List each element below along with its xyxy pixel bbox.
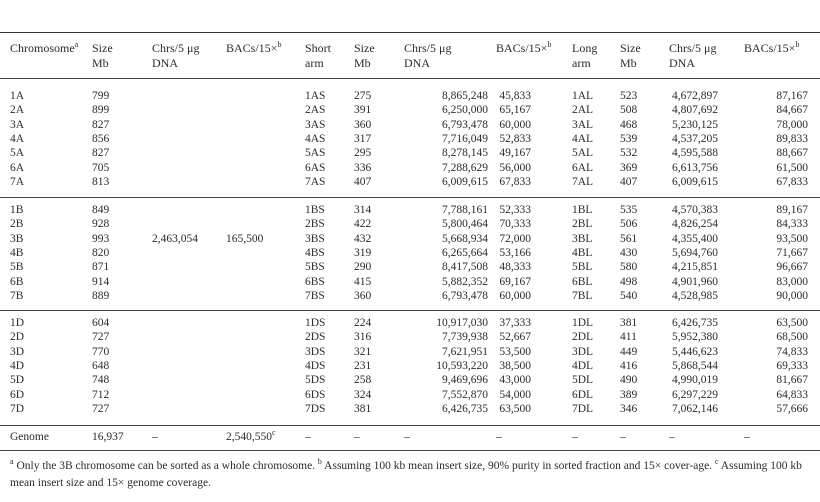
cell-short-size: 407 xyxy=(354,175,372,188)
header-short-chrs-line2: DNA xyxy=(404,56,430,70)
cell-short-chrs: 6,265,664 xyxy=(442,246,488,259)
cell-short-arm: 6AS xyxy=(305,161,326,174)
top-rule xyxy=(0,32,820,33)
cell-long-size: 411 xyxy=(620,331,637,344)
footnote-b-text: Assuming 100 kb mean insert size, 90% purity in sorted fraction and 15× cover-age. xyxy=(321,460,715,472)
cell-long-bacs: 88,667 xyxy=(776,147,808,160)
cell-long-arm: 1BL xyxy=(572,204,593,216)
cell-size: 770 xyxy=(92,345,110,358)
genome-long-chrs: – xyxy=(669,431,675,443)
cell-long-bacs: 64,833 xyxy=(776,388,808,401)
cell-short-arm: 7DS xyxy=(305,402,326,415)
cell-short-bacs: 63,500 xyxy=(499,402,531,415)
table-row xyxy=(0,247,820,259)
cell-long-size: 468 xyxy=(620,118,638,131)
genome-short-chrs: – xyxy=(404,431,410,443)
cell-short-bacs: 67,833 xyxy=(499,175,531,188)
header-short-size xyxy=(354,41,375,71)
cell-short-chrs: 7,716,049 xyxy=(442,132,488,145)
cell-short-bacs: 53,500 xyxy=(499,345,531,358)
genome-bacs xyxy=(226,428,276,443)
cell-size: 827 xyxy=(92,118,110,131)
cell-chromosome: 3B xyxy=(10,232,24,245)
header-long-chrs-line1: Chrs/5 μg xyxy=(669,41,717,55)
footnote-b-mark: b xyxy=(317,457,322,467)
cell-long-chrs: 4,901,960 xyxy=(672,275,718,288)
header-long-arm xyxy=(572,41,597,71)
header-short-arm xyxy=(305,41,331,71)
cell-size: 871 xyxy=(92,261,110,274)
cell-long-chrs: 5,952,380 xyxy=(672,331,718,344)
cell-short-size: 381 xyxy=(354,402,372,415)
cell-size: 648 xyxy=(92,359,110,372)
cell-short-arm: 6DS xyxy=(305,388,326,401)
cell-long-size: 369 xyxy=(620,161,638,174)
cell-short-chrs: 7,621,951 xyxy=(442,345,488,358)
cell-long-arm: 6BL xyxy=(572,275,593,288)
cell-short-chrs: 7,288,629 xyxy=(442,161,488,174)
cell-chromosome: 5A xyxy=(10,147,25,160)
cell-long-size: 523 xyxy=(620,90,638,102)
cell-short-chrs: 8,278,145 xyxy=(442,147,488,160)
table-row xyxy=(0,331,820,343)
cell-chromosome: 7D xyxy=(10,402,25,415)
cell-short-chrs: 9,469,696 xyxy=(442,374,488,387)
cell-short-size: 391 xyxy=(354,104,372,117)
header-long-line1: Long xyxy=(572,41,598,55)
cell-chromosome: 6B xyxy=(10,275,24,288)
cell-long-size: 490 xyxy=(620,374,638,387)
cell-short-bacs: 49,167 xyxy=(499,147,531,160)
cell-long-chrs: 4,595,588 xyxy=(672,147,718,160)
cell-short-arm: 5AS xyxy=(305,147,326,160)
cell-long-chrs: 4,528,985 xyxy=(672,289,718,302)
cell-long-size: 539 xyxy=(620,132,638,145)
cell-long-bacs: 96,667 xyxy=(776,261,808,274)
cell-size: 712 xyxy=(92,388,110,401)
cell-short-arm: 7AS xyxy=(305,175,326,188)
table-row xyxy=(0,204,820,216)
cell-size: 727 xyxy=(92,402,110,415)
cell-long-size: 416 xyxy=(620,359,638,372)
cell-chromosome: 2A xyxy=(10,104,25,117)
cell-short-size: 317 xyxy=(354,132,372,145)
cell-size: 849 xyxy=(92,204,110,216)
header-long-line2: arm xyxy=(572,56,591,70)
table-row xyxy=(0,276,820,288)
cell-long-arm: 7AL xyxy=(572,175,594,188)
genome-short-bacs: – xyxy=(496,431,502,443)
cell-short-arm: 2BS xyxy=(305,218,325,231)
cell-short-chrs: 7,739,938 xyxy=(442,331,488,344)
header-long-bacs xyxy=(744,41,799,56)
header-short-size-line2: Mb xyxy=(354,56,371,70)
cell-long-size: 430 xyxy=(620,246,638,259)
cell-short-bacs: 38,500 xyxy=(499,359,531,372)
cell-long-chrs: 4,215,851 xyxy=(672,261,718,274)
cell-short-size: 295 xyxy=(354,147,372,160)
cell-long-arm: 2BL xyxy=(572,218,593,231)
cell-long-chrs: 4,537,205 xyxy=(672,132,718,145)
cell-long-arm: 1DL xyxy=(572,317,594,329)
cell-long-bacs: 87,167 xyxy=(776,90,808,102)
cell-short-bacs: 56,000 xyxy=(499,161,531,174)
header-short-line1: Short xyxy=(305,41,332,55)
cell-chromosome: 4D xyxy=(10,359,25,372)
cell-long-chrs: 4,672,897 xyxy=(672,90,718,102)
cell-long-size: 381 xyxy=(620,317,638,329)
header-long-size-line1: Size xyxy=(620,41,641,55)
cell-short-size: 316 xyxy=(354,331,372,344)
cell-long-bacs: 67,833 xyxy=(776,175,808,188)
cell-short-arm: 7BS xyxy=(305,289,325,302)
cell-size: 748 xyxy=(92,374,110,387)
cell-long-arm: 3AL xyxy=(572,118,594,131)
cell-short-bacs: 48,333 xyxy=(499,261,531,274)
cell-long-bacs: 84,667 xyxy=(776,104,808,117)
cell-short-arm: 3BS xyxy=(305,232,325,245)
cell-size: 727 xyxy=(92,331,110,344)
table-row xyxy=(0,233,820,245)
cell-chrs: 2,463,054 xyxy=(152,232,198,245)
cell-long-arm: 4BL xyxy=(572,246,593,259)
header-chrs-line1: Chrs/5 μg xyxy=(152,41,200,55)
cell-short-size: 324 xyxy=(354,388,372,401)
header-short-chrs xyxy=(404,41,451,71)
cell-short-arm: 3AS xyxy=(305,118,326,131)
cell-chromosome: 4A xyxy=(10,132,25,145)
cell-short-arm: 1DS xyxy=(305,317,326,329)
table-row xyxy=(0,162,820,174)
genome-long-arm: – xyxy=(572,431,578,443)
cell-short-size: 415 xyxy=(354,275,372,288)
cell-size: 914 xyxy=(92,275,110,288)
cell-long-size: 346 xyxy=(620,402,638,415)
cell-long-bacs: 89,833 xyxy=(776,132,808,145)
table-row xyxy=(0,346,820,358)
cell-long-size: 389 xyxy=(620,388,638,401)
cell-short-size: 360 xyxy=(354,118,372,131)
cell-short-bacs: 52,333 xyxy=(499,204,531,216)
cell-short-size: 224 xyxy=(354,317,372,329)
cell-size: 827 xyxy=(92,147,110,160)
header-long-size-line2: Mb xyxy=(620,56,637,70)
genome-row xyxy=(0,428,820,443)
cell-long-chrs: 6,426,735 xyxy=(672,317,718,329)
cell-chromosome: 7A xyxy=(10,175,25,188)
cell-size: 856 xyxy=(92,132,110,145)
cell-long-chrs: 5,446,623 xyxy=(672,345,718,358)
cell-short-size: 275 xyxy=(354,90,372,102)
cell-short-chrs: 6,793,478 xyxy=(442,289,488,302)
cell-long-size: 540 xyxy=(620,289,638,302)
cell-short-size: 422 xyxy=(354,218,372,231)
cell-short-size: 314 xyxy=(354,204,372,216)
cell-long-bacs: 83,000 xyxy=(776,275,808,288)
header-short-chrs-line1: Chrs/5 μg xyxy=(404,41,452,55)
genome-size: 16,937 xyxy=(92,431,124,443)
cell-short-arm: 3DS xyxy=(305,345,326,358)
cell-short-arm: 2DS xyxy=(305,331,326,344)
genome-bacs-value: 2,540,550 xyxy=(226,431,272,443)
header-chrs xyxy=(152,41,199,71)
cell-long-chrs: 7,062,146 xyxy=(672,402,718,415)
table-row xyxy=(0,317,820,329)
header-short-bacs xyxy=(496,41,551,56)
cell-long-size: 580 xyxy=(620,261,638,274)
cell-size: 705 xyxy=(92,161,110,174)
cell-long-arm: 2DL xyxy=(572,331,594,344)
cell-chromosome: 6A xyxy=(10,161,25,174)
cell-short-arm: 1BS xyxy=(305,204,325,216)
table-row xyxy=(0,374,820,386)
cell-long-size: 508 xyxy=(620,104,638,117)
cell-short-arm: 5DS xyxy=(305,374,326,387)
cell-long-arm: 5BL xyxy=(572,261,593,274)
table-row xyxy=(0,90,820,102)
cell-long-size: 498 xyxy=(620,275,638,288)
cell-short-arm: 2AS xyxy=(305,104,326,117)
cell-long-bacs: 78,000 xyxy=(776,118,808,131)
cell-short-arm: 1AS xyxy=(305,90,326,102)
genome-short-size: – xyxy=(354,431,360,443)
cell-long-bacs: 71,667 xyxy=(776,246,808,259)
header-long-chrs xyxy=(669,41,716,71)
table-row xyxy=(0,403,820,415)
header-chromosome-label: Chromosome xyxy=(10,41,75,55)
header-long-bacs-mark: b xyxy=(795,40,800,49)
header-chrs-line2: DNA xyxy=(152,56,178,70)
cell-chromosome: 1B xyxy=(10,204,24,216)
cell-long-bacs: 63,500 xyxy=(776,317,808,329)
cell-long-chrs: 4,570,383 xyxy=(672,204,718,216)
header-short-bacs-mark: b xyxy=(547,40,552,49)
cell-short-bacs: 43,000 xyxy=(499,374,531,387)
cell-short-bacs: 52,833 xyxy=(499,132,531,145)
cell-long-chrs: 4,826,254 xyxy=(672,218,718,231)
cell-size: 928 xyxy=(92,218,110,231)
cell-short-size: 321 xyxy=(354,345,372,358)
header-long-size xyxy=(620,41,641,71)
cell-long-arm: 5AL xyxy=(572,147,594,160)
header-chromosome xyxy=(10,41,78,56)
footnotes xyxy=(10,458,818,492)
header-chromosome-mark: a xyxy=(74,40,79,49)
table-row xyxy=(0,218,820,230)
table-row xyxy=(0,147,820,159)
cell-long-size: 561 xyxy=(620,232,638,245)
table-row xyxy=(0,389,820,401)
cell-long-chrs: 6,613,756 xyxy=(672,161,718,174)
cell-long-arm: 7BL xyxy=(572,289,593,302)
cell-short-arm: 6BS xyxy=(305,275,325,288)
header-size xyxy=(92,41,113,71)
cell-short-chrs: 7,552,870 xyxy=(442,388,488,401)
cell-long-arm: 6AL xyxy=(572,161,594,174)
cell-long-bacs: 69,333 xyxy=(776,359,808,372)
cell-short-chrs: 5,800,464 xyxy=(442,218,488,231)
cell-short-bacs: 37,333 xyxy=(499,317,531,329)
cell-short-size: 258 xyxy=(354,374,372,387)
cell-short-chrs: 6,250,000 xyxy=(442,104,488,117)
genome-label: Genome xyxy=(10,431,49,443)
cell-short-bacs: 70,333 xyxy=(499,218,531,231)
cell-long-bacs: 68,500 xyxy=(776,331,808,344)
header-long-chrs-line2: DNA xyxy=(669,56,695,70)
cell-short-bacs: 52,667 xyxy=(499,331,531,344)
cell-size: 799 xyxy=(92,90,110,102)
table-row xyxy=(0,261,820,273)
genome-long-bacs: – xyxy=(744,431,750,443)
header-size-line2: Mb xyxy=(92,56,109,70)
cell-long-chrs: 4,807,692 xyxy=(672,104,718,117)
cell-long-arm: 3BL xyxy=(572,232,593,245)
cell-size: 899 xyxy=(92,104,110,117)
cell-long-arm: 4DL xyxy=(572,359,594,372)
cell-short-chrs: 8,417,508 xyxy=(442,261,488,274)
cell-long-chrs: 5,694,760 xyxy=(672,246,718,259)
cell-short-size: 319 xyxy=(354,246,372,259)
cell-long-chrs: 4,990,019 xyxy=(672,374,718,387)
footnote-a-mark: a xyxy=(10,457,14,467)
cell-short-bacs: 69,167 xyxy=(499,275,531,288)
cell-short-size: 336 xyxy=(354,161,372,174)
cell-size: 820 xyxy=(92,246,110,259)
cell-short-arm: 4DS xyxy=(305,359,326,372)
header-short-bacs-label: BACs/15× xyxy=(496,41,548,55)
cell-chromosome: 2B xyxy=(10,218,24,231)
cell-short-chrs: 10,917,030 xyxy=(436,317,488,329)
cell-long-arm: 5DL xyxy=(572,374,594,387)
header-long-bacs-label: BACs/15× xyxy=(744,41,796,55)
cell-long-size: 449 xyxy=(620,345,638,358)
cell-short-bacs: 54,000 xyxy=(499,388,531,401)
cell-long-chrs: 5,230,125 xyxy=(672,118,718,131)
cell-short-arm: 4AS xyxy=(305,132,326,145)
cell-size: 889 xyxy=(92,289,110,302)
cell-long-chrs: 5,868,544 xyxy=(672,359,718,372)
cell-short-bacs: 60,000 xyxy=(499,289,531,302)
cell-chromosome: 4B xyxy=(10,246,24,259)
cell-short-arm: 4BS xyxy=(305,246,325,259)
cell-long-bacs: 90,000 xyxy=(776,289,808,302)
table-row xyxy=(0,119,820,131)
cell-short-chrs: 6,793,478 xyxy=(442,118,488,131)
cell-long-bacs: 61,500 xyxy=(776,161,808,174)
genome-short-arm: – xyxy=(305,431,311,443)
genome-long-size: – xyxy=(620,431,626,443)
cell-long-arm: 7DL xyxy=(572,402,594,415)
cell-long-size: 407 xyxy=(620,175,638,188)
cell-short-arm: 5BS xyxy=(305,261,325,274)
table-row xyxy=(0,133,820,145)
header-rule xyxy=(0,78,820,79)
cell-short-size: 432 xyxy=(354,232,372,245)
cell-short-size: 231 xyxy=(354,359,372,372)
cell-chromosome: 7B xyxy=(10,289,24,302)
cell-long-size: 535 xyxy=(620,204,638,216)
footnote-c-text: Assuming 100 kb mean insert size and 15× genome coverage. xyxy=(10,460,802,489)
cell-short-bacs: 53,166 xyxy=(499,246,531,259)
cell-short-bacs: 65,167 xyxy=(499,104,531,117)
bottom-rule xyxy=(0,450,820,451)
header-short-line2: arm xyxy=(305,56,324,70)
cell-long-bacs: 57,666 xyxy=(776,402,808,415)
cell-long-arm: 6DL xyxy=(572,388,594,401)
table-row xyxy=(0,290,820,302)
cell-short-bacs: 60,000 xyxy=(499,118,531,131)
cell-short-bacs: 72,000 xyxy=(499,232,531,245)
cell-chromosome: 3A xyxy=(10,118,25,131)
footnote-c-mark: c xyxy=(714,457,719,467)
cell-long-bacs: 89,167 xyxy=(776,204,808,216)
cell-bacs: 165,500 xyxy=(226,232,264,245)
cell-short-chrs: 5,668,934 xyxy=(442,232,488,245)
header-short-size-line1: Size xyxy=(354,41,375,55)
genome-bacs-mark: c xyxy=(272,428,276,438)
cell-short-chrs: 6,426,735 xyxy=(442,402,488,415)
cell-long-size: 506 xyxy=(620,218,638,231)
table-row xyxy=(0,360,820,372)
cell-short-chrs: 8,865,248 xyxy=(442,90,488,102)
group-b-rule xyxy=(0,310,820,311)
cell-long-chrs: 6,297,229 xyxy=(672,388,718,401)
table-row xyxy=(0,176,820,188)
cell-size: 604 xyxy=(92,317,110,329)
cell-long-arm: 3DL xyxy=(572,345,594,358)
cell-long-bacs: 93,500 xyxy=(776,232,808,245)
cell-chromosome: 5B xyxy=(10,261,24,274)
group-d-rule xyxy=(0,425,820,426)
header-bacs-mark: b xyxy=(277,40,282,49)
header-bacs xyxy=(226,41,281,56)
cell-chromosome: 1D xyxy=(10,317,25,329)
cell-long-bacs: 74,833 xyxy=(776,345,808,358)
footnote-a-text: Only the 3B chromosome can be sorted as a whole chromosome. xyxy=(13,460,318,472)
cell-chromosome: 6D xyxy=(10,388,25,401)
header-bacs-label: BACs/15× xyxy=(226,41,278,55)
cell-long-bacs: 81,667 xyxy=(776,374,808,387)
group-a-rule xyxy=(0,197,820,198)
cell-chromosome: 3D xyxy=(10,345,25,358)
cell-short-chrs: 7,788,161 xyxy=(442,204,488,216)
cell-chromosome: 1A xyxy=(10,90,25,102)
cell-long-arm: 1AL xyxy=(572,90,594,102)
cell-short-chrs: 10,593,220 xyxy=(436,359,488,372)
header-size-line1: Size xyxy=(92,41,113,55)
cell-chromosome: 5D xyxy=(10,374,25,387)
table-row xyxy=(0,104,820,116)
cell-long-arm: 4AL xyxy=(572,132,594,145)
cell-size: 993 xyxy=(92,232,110,245)
cell-long-size: 532 xyxy=(620,147,638,160)
genome-chrs: – xyxy=(152,431,158,443)
cell-short-bacs: 45,833 xyxy=(499,90,531,102)
cell-long-chrs: 6,009,615 xyxy=(672,175,718,188)
cell-long-bacs: 84,333 xyxy=(776,218,808,231)
cell-size: 813 xyxy=(92,175,110,188)
cell-short-size: 360 xyxy=(354,289,372,302)
cell-chromosome: 2D xyxy=(10,331,25,344)
cell-short-size: 290 xyxy=(354,261,372,274)
cell-long-arm: 2AL xyxy=(572,104,594,117)
cell-short-chrs: 6,009,615 xyxy=(442,175,488,188)
cell-long-chrs: 4,355,400 xyxy=(672,232,718,245)
cell-short-chrs: 5,882,352 xyxy=(442,275,488,288)
